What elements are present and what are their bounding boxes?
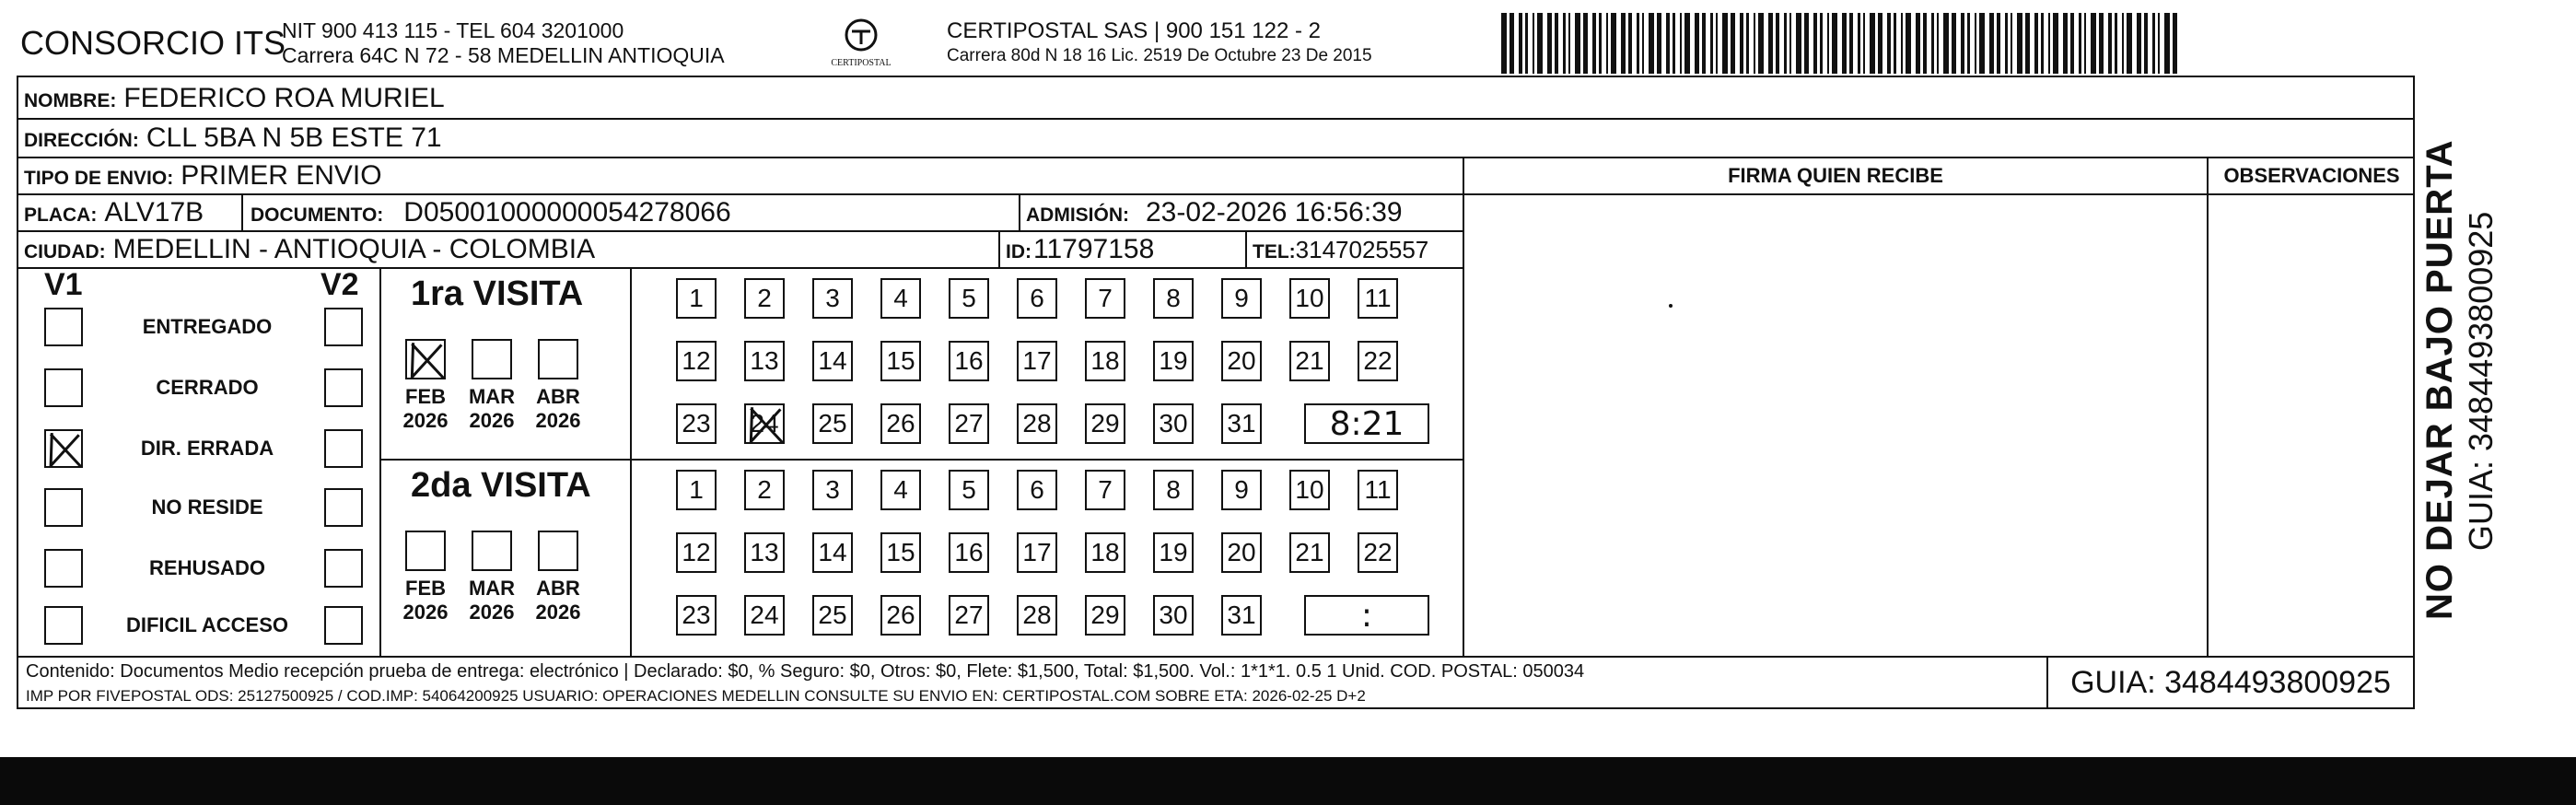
day-box[interactable]: 10	[1289, 470, 1330, 510]
day-box[interactable]: 15	[880, 341, 921, 381]
month-year: 2026	[535, 409, 581, 432]
day-box[interactable]: 29	[1085, 595, 1125, 636]
day-box[interactable]: 4	[880, 278, 921, 319]
day-box[interactable]: 24	[744, 403, 785, 444]
id-value: 11797158	[1033, 234, 1155, 264]
month-label	[393, 385, 458, 433]
day-box[interactable]: 6	[1017, 470, 1057, 510]
day-box[interactable]: 31	[1221, 595, 1262, 636]
day-box[interactable]: 2	[744, 278, 785, 319]
month-year: 2026	[469, 409, 515, 432]
status-label: DIR. ERRADA	[140, 437, 274, 460]
day-box[interactable]: 10	[1289, 278, 1330, 319]
v2-checkbox[interactable]	[324, 368, 363, 407]
month-label	[460, 385, 524, 433]
barcode-icon	[1501, 13, 2183, 74]
day-box[interactable]: 12	[676, 341, 717, 381]
nombre-row	[24, 83, 445, 114]
month-year: 2026	[535, 601, 581, 624]
day-box[interactable]: 9	[1221, 470, 1262, 510]
company-address: Carrera 64C N 72 - 58 MEDELLIN ANTIOQUIA	[282, 43, 725, 67]
status-label: REHUSADO	[149, 556, 265, 579]
status-label: CERRADO	[156, 376, 259, 399]
day-box[interactable]: 28	[1017, 595, 1057, 636]
day-box[interactable]: 13	[744, 532, 785, 573]
day-box[interactable]: 21	[1289, 341, 1330, 381]
month-label	[526, 385, 590, 433]
v1-checkbox[interactable]	[44, 488, 83, 527]
day-box[interactable]: 5	[949, 278, 989, 319]
nit-line: NIT 900 413 115 - TEL 604 3201000	[282, 18, 624, 42]
month-year: 2026	[402, 409, 449, 432]
day-box[interactable]: 13	[744, 341, 785, 381]
stray-mark	[1669, 304, 1673, 308]
direccion-value: CLL 5BA N 5B ESTE 71	[146, 122, 442, 153]
barcode	[1501, 13, 2183, 74]
day-box[interactable]: 26	[880, 595, 921, 636]
handwritten-x-icon	[46, 431, 85, 470]
id-field	[1006, 234, 1154, 265]
day-box[interactable]: 14	[812, 341, 853, 381]
tel-value: 3147025557	[1295, 236, 1429, 263]
day-box[interactable]: 23	[676, 403, 717, 444]
month-checkbox[interactable]	[405, 339, 446, 379]
visit-time[interactable]: 8:21	[1304, 403, 1429, 444]
footer-imp-info: IMP POR FIVEPOSTAL ODS: 25127500925 / COD.IMP: 54064200925 USUARIO: OPERACIONES MEDELLIN CONSULTE SU ENVIO EN: CERTIPOSTAL.COM SOBRE ETA: 2026-02-25 D+2	[26, 687, 1366, 705]
day-box[interactable]: 6	[1017, 278, 1057, 319]
certipostal-logo-icon	[843, 17, 880, 53]
day-box[interactable]: 16	[949, 532, 989, 573]
v2-checkbox[interactable]	[324, 606, 363, 645]
admision-field	[1026, 197, 1403, 228]
documento-field	[251, 197, 731, 228]
v2-header: V2	[321, 267, 359, 302]
day-box[interactable]: 18	[1085, 532, 1125, 573]
day-box[interactable]: 23	[676, 595, 717, 636]
day-box[interactable]: 11	[1358, 278, 1398, 319]
footer-content: Contenido: Documentos Medio recepción prueba de entrega: electrónico | Declarado: $0, % Seguro: $0, Otros: $0, Flete: $1,500, Total: $1,500. Vol.: 1*1*1. 0.5 1 Unid. COD. POSTAL: 050034	[26, 661, 1585, 682]
day-box[interactable]: 28	[1017, 403, 1057, 444]
month-checkbox[interactable]	[538, 339, 578, 379]
logo-text: CERTIPOSTAL	[831, 58, 892, 68]
day-box[interactable]: 25	[812, 403, 853, 444]
month-name: FEB	[405, 577, 446, 600]
tipo-envio-row	[24, 160, 382, 192]
nombre-label: NOMBRE:	[24, 90, 117, 111]
month-label	[526, 577, 590, 624]
visit-title: 1ra VISITA	[411, 274, 584, 313]
month-label	[460, 577, 524, 624]
day-box[interactable]: 24	[744, 595, 785, 636]
visit-time[interactable]: :	[1304, 595, 1429, 636]
month-name: ABR	[536, 385, 580, 408]
ciudad-field	[24, 234, 595, 265]
id-label: ID:	[1006, 241, 1032, 262]
direccion-row	[24, 122, 442, 154]
documento-label: DOCUMENTO:	[251, 204, 384, 226]
day-box[interactable]: 20	[1221, 341, 1262, 381]
status-label: ENTREGADO	[142, 315, 273, 338]
day-box[interactable]: 22	[1358, 532, 1398, 573]
day-box[interactable]: 30	[1153, 403, 1194, 444]
v1-checkbox[interactable]	[44, 606, 83, 645]
day-box[interactable]: 30	[1153, 595, 1194, 636]
day-box[interactable]: 1	[676, 470, 717, 510]
month-name: FEB	[405, 385, 446, 408]
month-name: MAR	[468, 577, 516, 600]
day-box[interactable]: 17	[1017, 532, 1057, 573]
v1-header: V1	[44, 267, 83, 302]
ciudad-value: MEDELLIN - ANTIOQUIA - COLOMBIA	[112, 234, 596, 264]
month-year: 2026	[402, 601, 449, 624]
visit-title: 2da VISITA	[411, 466, 591, 505]
day-box[interactable]: 27	[949, 403, 989, 444]
certipostal-info	[947, 18, 1372, 68]
certipostal-logo	[810, 17, 912, 72]
no-dejar-bajo-puerta: NO DEJAR BAJO PUERTA	[2419, 139, 2460, 620]
handwritten-x-icon	[746, 405, 787, 446]
placa-field	[24, 197, 204, 228]
firma-title: FIRMA QUIEN RECIBE	[1728, 164, 1943, 187]
brand-name: CONSORCIO ITS	[20, 24, 286, 62]
v1-checkbox[interactable]	[44, 429, 83, 468]
month-name: MAR	[468, 385, 516, 408]
v2-checkbox[interactable]	[324, 549, 363, 588]
admision-label: ADMISIÓN:	[1026, 204, 1129, 226]
day-box[interactable]: 31	[1221, 403, 1262, 444]
direccion-label: DIRECCIÓN:	[24, 130, 139, 151]
v2-checkbox[interactable]	[324, 429, 363, 468]
month-checkbox[interactable]	[405, 531, 446, 571]
day-box[interactable]: 7	[1085, 470, 1125, 510]
day-box[interactable]: 7	[1085, 278, 1125, 319]
day-box[interactable]: 21	[1289, 532, 1330, 573]
day-box[interactable]: 19	[1153, 532, 1194, 573]
day-box[interactable]: 8	[1153, 470, 1194, 510]
handwritten-x-icon	[407, 341, 448, 381]
ciudad-label: CIUDAD:	[24, 241, 106, 262]
day-box[interactable]: 22	[1358, 341, 1398, 381]
company-info	[282, 18, 725, 68]
v1-checkbox[interactable]	[44, 549, 83, 588]
day-box[interactable]: 12	[676, 532, 717, 573]
side-guia: GUIA: 3484493800925	[2462, 211, 2500, 551]
admision-value: 23-02-2026 16:56:39	[1146, 197, 1403, 228]
month-checkbox[interactable]	[538, 531, 578, 571]
nombre-value: FEDERICO ROA MURIEL	[123, 83, 445, 113]
tipo-envio-label: TIPO DE ENVIO:	[24, 168, 174, 189]
day-box[interactable]: 4	[880, 470, 921, 510]
tipo-envio-value: PRIMER ENVIO	[181, 160, 382, 191]
day-box[interactable]: 16	[949, 341, 989, 381]
day-box[interactable]: 26	[880, 403, 921, 444]
tel-field	[1253, 236, 1428, 264]
side-notice	[2392, 0, 2539, 805]
day-box[interactable]: 15	[880, 532, 921, 573]
day-box[interactable]: 9	[1221, 278, 1262, 319]
day-box[interactable]: 3	[812, 278, 853, 319]
certipostal-line2: Carrera 80d N 18 16 Lic. 2519 De Octubre 23 De 2015	[947, 46, 1372, 65]
status-label: DIFICIL ACCESO	[125, 613, 288, 636]
v2-checkbox[interactable]	[324, 488, 363, 527]
day-box[interactable]: 11	[1358, 470, 1398, 510]
documento-value: D05001000000054278066	[403, 197, 731, 228]
v2-checkbox[interactable]	[324, 308, 363, 346]
day-box[interactable]: 1	[676, 278, 717, 319]
day-box[interactable]: 3	[812, 470, 853, 510]
month-year: 2026	[469, 601, 515, 624]
month-label	[393, 577, 458, 624]
certipostal-line1: CERTIPOSTAL SAS | 900 151 122 - 2	[947, 18, 1321, 43]
v1-checkbox[interactable]	[44, 308, 83, 346]
month-checkbox[interactable]	[472, 339, 512, 379]
day-box[interactable]: 29	[1085, 403, 1125, 444]
day-box[interactable]: 17	[1017, 341, 1057, 381]
day-box[interactable]: 5	[949, 470, 989, 510]
day-box[interactable]: 14	[812, 532, 853, 573]
day-box[interactable]: 19	[1153, 341, 1194, 381]
day-box[interactable]: 25	[812, 595, 853, 636]
tel-label: TEL:	[1253, 241, 1296, 262]
month-name: ABR	[536, 577, 580, 600]
guia-number: GUIA: 3484493800925	[2070, 664, 2391, 700]
day-box[interactable]: 27	[949, 595, 989, 636]
month-checkbox[interactable]	[472, 531, 512, 571]
day-box[interactable]: 20	[1221, 532, 1262, 573]
day-box[interactable]: 8	[1153, 278, 1194, 319]
day-box[interactable]: 18	[1085, 341, 1125, 381]
v1-checkbox[interactable]	[44, 368, 83, 407]
placa-value: ALV17B	[104, 197, 204, 228]
day-box[interactable]: 2	[744, 470, 785, 510]
scan-border	[0, 757, 2576, 805]
status-label: NO RESIDE	[151, 496, 263, 519]
observaciones-title: OBSERVACIONES	[2223, 164, 2400, 187]
placa-label: PLACA:	[24, 204, 98, 226]
